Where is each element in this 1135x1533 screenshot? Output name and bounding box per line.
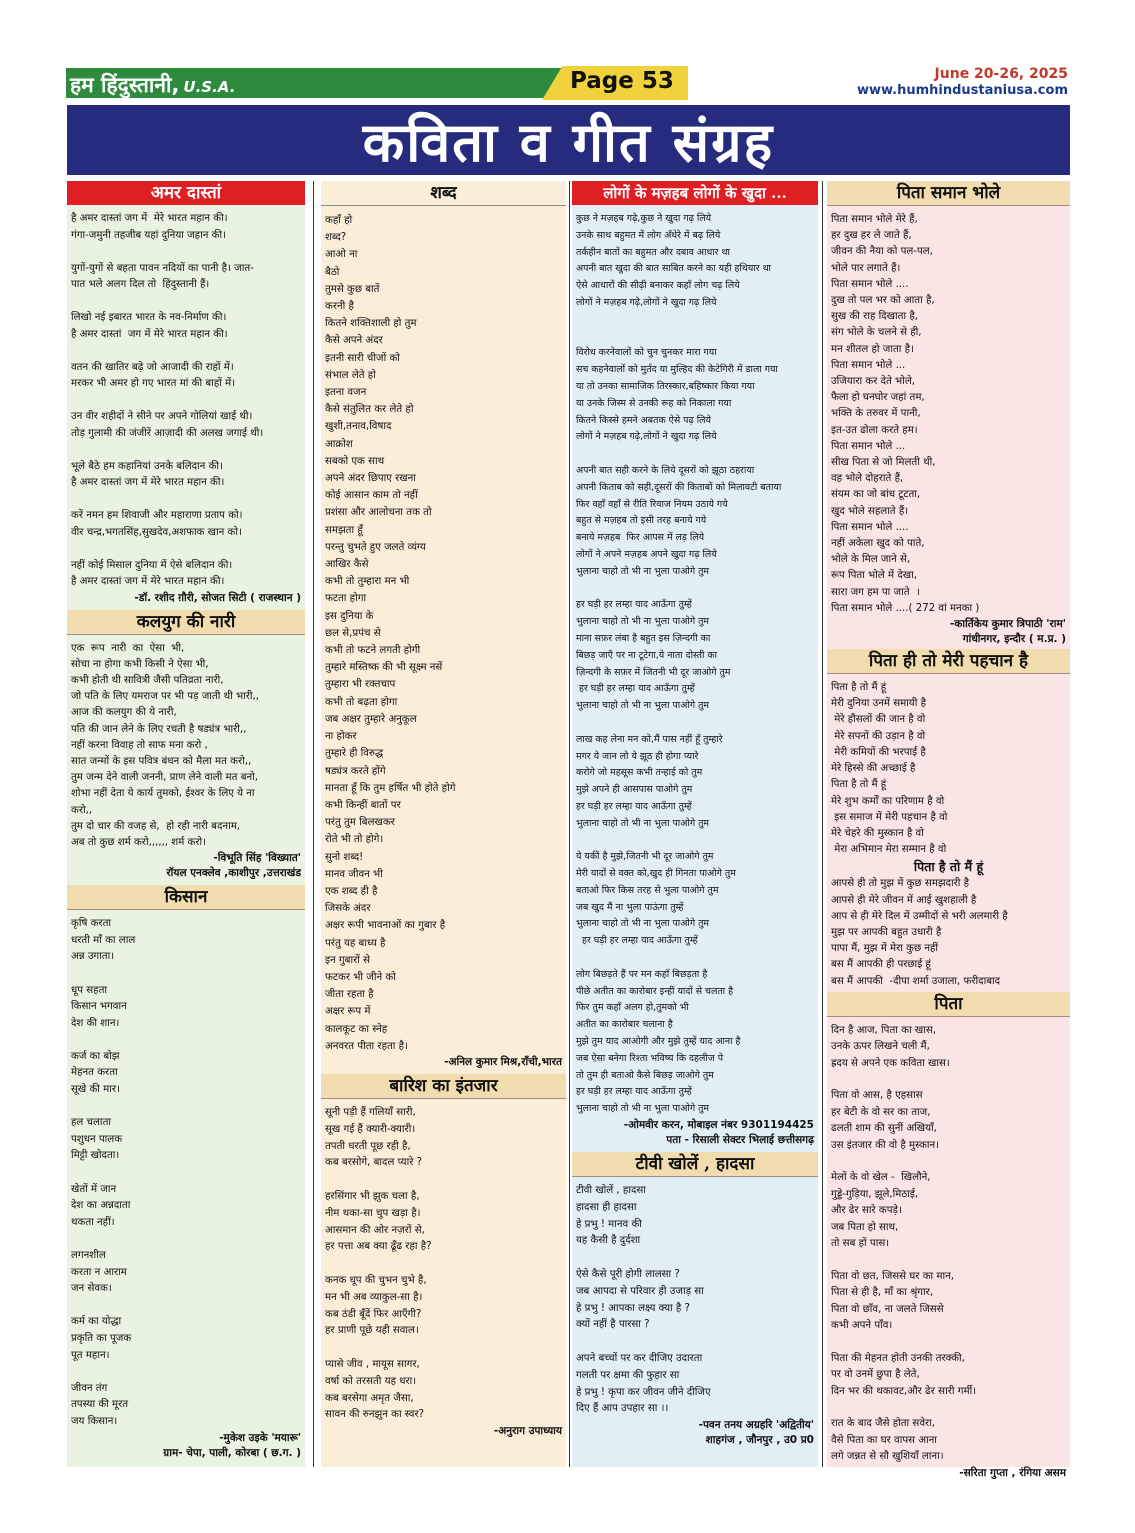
poem-author: -सरिता गुप्ता , रंगिया असम: [959, 1466, 1066, 1479]
column-divider: [822, 181, 823, 1467]
poem-author: -डॉ. रशीद ग़ौरी, सोजत सिटी ( राजस्थान ): [134, 591, 301, 604]
poem-author: -अनिल कुमार मिश्र,राँची,भारत: [444, 1055, 562, 1068]
poem-body: एक रूप नारी का ऐसा भी, सोचा ना होगा कभी किसी ने ऐसा भी, कभी होती थी सावित्री जैसी पतिव्रता नारी, जो पति के लिए यमराज पर भी पड़ जाती थी भारी,, आज की कलयुग की ये नारी, पति की जान लेने के लिए रचती है षड्यंत्र भारी,, नहीं करना विवाह तो साफ मना करो , सात जन्मों के इस पवित्र बंधन को मैला मत करो,, तुम जन्म देने वाली जननी, प्राण लेने वाली मत बनो, शोभा नहीं देता ये कार्य तुमको, ईश्वर के लिए ये ना करो,, तुम दो चार की वजह से, हो रही नारी बदनाम, अब तो कुछ शर्म करो,,,,,, शर्म करो।: [71, 642, 260, 848]
brand-text: हम हिंदुस्तानी,: [70, 73, 180, 97]
poem-body: टीवी खोलें , हादसा हादसा ही हादसा हे प्रभु ! मानव की यह कैसी है दुर्दशा ऐसे कैसे पूरी होगी लालसा ? जब आपदा से परिवार ही उजाड़ सा हे प्रभु ! आपका लक्ष्य क्या है ? क्यों नहीं है पारसा ? अपने बच्चों पर कर दीजिए उदारता गलती पर क्षमा की फुहार सा हे प्रभु ! कृपा कर जीवन जीने दीजिए दिए हैं आप उपहार सा ।।: [576, 1185, 711, 1415]
brand-name: [70, 71, 235, 99]
section-title: कविता व गीत संग्रह: [362, 111, 775, 174]
poem-title: अमर दास्तां: [67, 181, 305, 205]
poem-title: शब्द: [321, 181, 566, 206]
page-number: Page 53: [570, 68, 674, 94]
poem-subheading: पिता है तो मैं हूं: [913, 859, 984, 875]
poem-title: पिता: [827, 992, 1070, 1017]
column-4: [827, 181, 1070, 1479]
poem-author: -कार्तिकेय कुमार त्रिपाठी 'राम' गांधीनगर, इन्दौर ( म.प्र. ): [949, 618, 1066, 646]
poem-body: पिता है तो मैं हूं मेरी दुनिया उनमें समायी है मेरे हौसलों की जान है वो मेरे सपनों की उड़ान है वो मेरी कमियों की भरपाई है मेरे हिस्से की अच्छाई है पिता है तो मैं हूं मेरे शुभ कर्मों का परिणाम है वो इस समाज में मेरी पहचान है वो मेरे चेहरे की मुस्कान है वो मेरा अभिमान मेरा सम्मान है वो: [831, 682, 948, 856]
poem-author: -ओमवीर करन, मोबाइल नंबर 9301194425 पता - रिसाली सेक्टर भिलाई छत्तीसगढ़: [623, 1119, 814, 1147]
poem-author: -मुकेश उइके 'मयारू' ग्राम- चेपा, पाली, कोरबा ( छ.ग. ): [163, 1431, 301, 1459]
website-link[interactable]: www.humhindustaniusa.com: [856, 83, 1068, 98]
poem-title: कलयुग की नारी: [67, 610, 305, 635]
poem-body: कुछ ने मज़हब गढ़े,कुछ ने खुदा गढ़ लिये उनके साथ बहुमत में लोग अँधेरे में बढ़ लिये तर्कहीन बातों का बहुमत और दबाव आधार था अपनी बात खुदा की बात साबित करने का यही हथियार था ऐसे आधारों की सीढ़ी बनाकर कहाँ लोग चढ़ लिये लोगों ने मज़हब गढ़े,लोगों ने खुदा गढ़ लिये विरोध करनेवालों को चुन चुनकर मारा गया सच कहनेवालों को मुर्तद या मुल्हिद की केटेगिरी में डाला गया या तो उनका सामाजिक तिरस्कार,बहिष्कार किया गया या उनके जिस्म से उनकी रूह को निकाला गया कितने किस्से हमने अबतक ऐसे पढ़ लिये लोगों ने मज़हब गढ़े,लोगों ने खुदा गढ़ लिये अपनी बात सही करने के लिये दूसरों को झूठा ठहराया अपनी किताब को सही,दूसरों की किताबों को मिलावटी बताया फिर वहाँ वहाँ से रीति रिवाज नियम उठाये गये बहुत से मज़हब तो इसी तरह बनाये गये बनाये मज़हब फिर आपस में लड़ लिये लोगों ने अपने मज़हब अपने खुदा गढ़ लिये भुलाना चाहो तो भी ना भुला पाओगे तुम हर घड़ी हर लम्हा याद आऊँगा तुम्हें भुलाना चाहो तो भी ना भुला पाओगे तुम माना सफ़र लंबा है बहुत इस ज़िन्दगी का बिछड़ जाएँ पर ना टूटेगा,ये नाता दोस्ती का ज़िन्दगी के सफ़र में जितनी भी दूर जाओगे तुम हर घड़ी हर लम्हा याद आऊँगा तुम्हें भुलाना चाहो तो भी ना भुला पाओगे तुम लाख कह लेना मन को,मैं पास नहीं हूँ तुम्हारे मगर ये जान लो ये झूठ ही होगा प्यारे करोगे जो महसूस कभी तन्हाई को तुम मुझे अपने ही आसपास पाओगे तुम हर घड़ी हर लम्हा याद आऊँगा तुम्हें भुलाना चाहो तो भी ना भुला पाओगे तुम ये यकीं है मुझे,जितनी भी दूर जाओगे तुम मेरी यादों से वक्त को,खुद ही गिनता पाओगे तुम बताओ फिर किस तरह से भुला पाओगे तुम जब खुद मैं ना भुला पाऊंगा तुम्हें भुलाना चाहो तो भी ना भुला पाओगे तुम हर घड़ी हर लम्हा याद आऊँगा तुम्हें लोग बिछड़ते हैं पर मन कहाँ बिछड़ता है पीछे अतीत का कारोबार इन्हीं यादों से चलता है फिर तुम कहाँ अलग हो,तुमको भी अतीत का कारोबार चलाना है मुझे तुम याद आओगी और मुझे तुम्हें याद आना है जब ऐसा बनेगा रिश्ता भविष्य कि दहलीज पे तो तुम ही बताओ कैसे बिछड़ जाओगे तुम हर घड़ी हर लम्हा याद आऊँगा तुम्हें भुलाना चाहो तो भी ना भुला पाओगे तुम: [576, 213, 782, 1115]
poem-title: टीवी खोलें , हादसा: [572, 1152, 818, 1177]
section-banner: [67, 105, 1070, 175]
poem-title: किसान: [67, 885, 305, 910]
poem-author: -विभूति सिंह 'विख्यात' रॉयल एनक्लेव ,काशीपुर ,उत्तराखंड: [166, 852, 301, 880]
column-2: [321, 181, 566, 1467]
brand-sub: U.S.A.: [183, 78, 236, 96]
column-divider: [313, 181, 314, 1467]
poem-title: बारिश का इंतजार: [321, 1074, 566, 1099]
poem-body: पिता समान भोले मेरे हैं, हर दुख हर ले जाते हैं, जीवन की नैया को पल-पल, भोले पार लगाते हैं। पिता समान भोले .... दुख तो पल भर को आता है, सुख की राह दिखाता है, संग भोले के चलने से ही, मन शीतल हो जाता है। पिता समान भोले ... उजियारा कर देते भोले, फैला हो घनघोर जहां तम, भक्ति के तरुवर में पानी, इत-उत ढोला करते हम। पिता समान भोले ... सीख पिता से जो मिलती थी, वह भोले दोहराते हैं, संयम का जो बांध टूटता, खुद भोले सहलाते हैं। पिता समान भोले .... नहीं अकेला खुद को पाते, भोले के मिल जाने से, रूप पिता भोले में देखा, सारा जग हम पा जाते । पिता समान भोले ....( 272 वां मनका ): [831, 214, 980, 614]
poem-title: लोगों के मज़हब लोगों के खुदा ...: [572, 181, 818, 205]
poem-author: -पवन तनय अग्रहरि 'अद्वितीय' शाहगंज , जौनपुर , उ0 प्र0: [698, 1419, 814, 1447]
poem-body: है अमर दास्तां जग में मेरे भारत महान की। गंगा-जमुनी तहजीब यहां दुनिया जहान की। युगों-युगों से बहता पावन नदियों का पानी है। जात- पात भले अलग दिल तो हिंदुस्तानी हैं। लिखो नई इबारत भारत के नव-निर्माण की। है अमर दास्तां जग में मेरे भारत महान की। वतन की खातिर बढ़े जो आजादी की राहों में। मरकर भी अमर हो गए भारत मां की बाहों में। उन वीर शहीदों ने सीने पर अपने गोलियां खाई थी। तोड़ गुलामी की जंजीरें आज़ादी की अलख जगाई थी। भूले बैठे हम कहानियां उनके बलिदान की। है अमर दास्तां जग में मेरे भारत महान की। करें नमन हम शिवाजी और महाराणा प्रताप को। वीर चन्द्र,भगतसिंह,सुखदेव,अशफाक खान को। नहीं कोई मिसाल दुनिया में ऐसे बलिदान की। है अमर दास्तां जग में मेरे भारत महान की।: [71, 213, 264, 587]
poem-body: कहाँ हो शब्द? आओ ना बैठो तुमसे कुछ बातें करनी है कितने शक्तिशाली हो तुम कैसे अपने अंदर इतनी सारी चीजों को संभाल लेते हो इतना वजन कैसे संतुलित कर लेते हो खुशी,तनाव,विषाद आक्रोश सबको एक साथ अपने अंदर छिपाए रखना कोई आसान काम तो नहीं प्रशंसा और आलोचना तक तो समझता हूँ परन्तु चुभते हुए जलते व्यंग्य आखिर कैसे कभी तो तुम्हारा मन भी फटता होगा इस दुनिया के छल से,प्रपंच से कभी तो फटने लगती होगी तुम्हारे मस्तिष्क की भी सूक्ष्म नसें तुम्हारा भी रक्तचाप कभी तो बढ़ता होगा जब अक्षर तुम्हारे अनुकूल ना होकर तुम्हारे ही विरुद्ध षड्यंत्र करते होंगे मानता हूँ कि तुम हर्षित भी होते होगे कभी किन्हीं बातों पर परंतु तुम बिलखकर रोते भी तो होगे। सुनो शब्द! मानव जीवन भी एक शब्द ही है जिसके अंदर अक्षर रूपी भावनाओं का गुबार है परंतु यह बाध्य है इन गुबारों से फटकर भी जीने को जीता रहता है अक्षर रूप में कालकूट का स्नेह अनवरत पीता रहता है।: [325, 215, 456, 1052]
poem-title: पिता समान भोले: [827, 181, 1070, 206]
poem-body: दिन है आज, पिता का खास, उनके ऊपर लिखने चली मैं, ह्रदय से अपने एक कविता खास। पिता वो आस, है एहसास हर बेटी के वो सर का ताज, ढलती शाम की सुनीं अखियाँ, उस इंतजार की वो है मुस्कान। मेलों के वो खेल - खिलौने, गुड्डे-गुड़िया, झूले,मिठाई, और ढेर सारे कपड़े। जब पिता हो साथ, तो सब हों पास। पिता वो छत, जिससे घर का मान, पिता से ही है, माँ का श्रृंगार, पिता वो छाँव, ना जलते जिससे कभी अपने पाँव। पिता की मेहनत होती उनकी तरक्की, पर वो उनमें छुपा है लेते, दिन भर की थकावट,और ढेर सारी गर्मी। रात के बाद जैसे होता सवेरा, वैसे पिता का घर वापस आना लगे जन्नत से सौ खुशियाँ लाना।: [831, 1024, 977, 1463]
issue-date: June 20-26, 2025: [934, 66, 1068, 82]
column-3: [572, 181, 818, 1467]
poem-body: सूनी पड़ी हैं गलियाँ सारी, सूख गई हैं क्यारी-क्यारी। तपती धरती पूछ रही है, कब बरसोगे, बादल प्यारे ? हरसिंगार भी झुक चला है, नीम थका-सा चुप खड़ा है। आसमान की ओर नज़रों से, हर पत्ता अब क्या ढूँढ रहा है? कनक धूप की चुभन चुभे है, मन भी अब व्याकुल-सा है। कब ठंडी बूँदें फिर आएँगी? हर प्राणी पूछे यही सवाल। प्यासे जीव , मायूस सागर, वर्षा को तरसती यह धरा। कब बरसेगा अमृत जैसा, सावन की रुनझुन का स्वर?: [325, 1106, 432, 1421]
poem-title: पिता ही तो मेरी पहचान है: [827, 649, 1070, 674]
poem-author: -अनुराग उपाध्याय: [493, 1425, 562, 1438]
poem-body: कृषि करता धरती माँ का लाल अन्न उगाता। धूप सहता किसान भगवान देश की शान। कर्ज का बोझ मेहनत करता सूखे की मार। हल चलाता पशुधन पालक मिट्टी खोदता। खेतों में जान देश का अन्नदाता थकता नहीं। लगनशील करता न आराम जन सेवक। कर्म का योद्धा प्रकृति का पूजक पूत महान। जीवन तंग तपस्या की मूरत जय किसान।: [71, 918, 136, 1427]
poem-body: आपसे ही तो मुझ में कुछ समझदारी है आपसे ही मेरे जीवन में आई खुशहाली है आप से ही मेरे दिल में उम्मीदों से भरी अलमारी है मुझ पर आपकी बहुत उधारी है पापा मैं, मुझ में मेरा कुछ नहीं बस मैं आपकी ही परछाई हूं बस मैं आपकी -दीपा शर्मा उजाला, फरीदाबाद: [831, 878, 1008, 987]
column-1: [67, 181, 305, 1467]
column-divider: [569, 181, 570, 1467]
masthead: [66, 66, 1070, 102]
